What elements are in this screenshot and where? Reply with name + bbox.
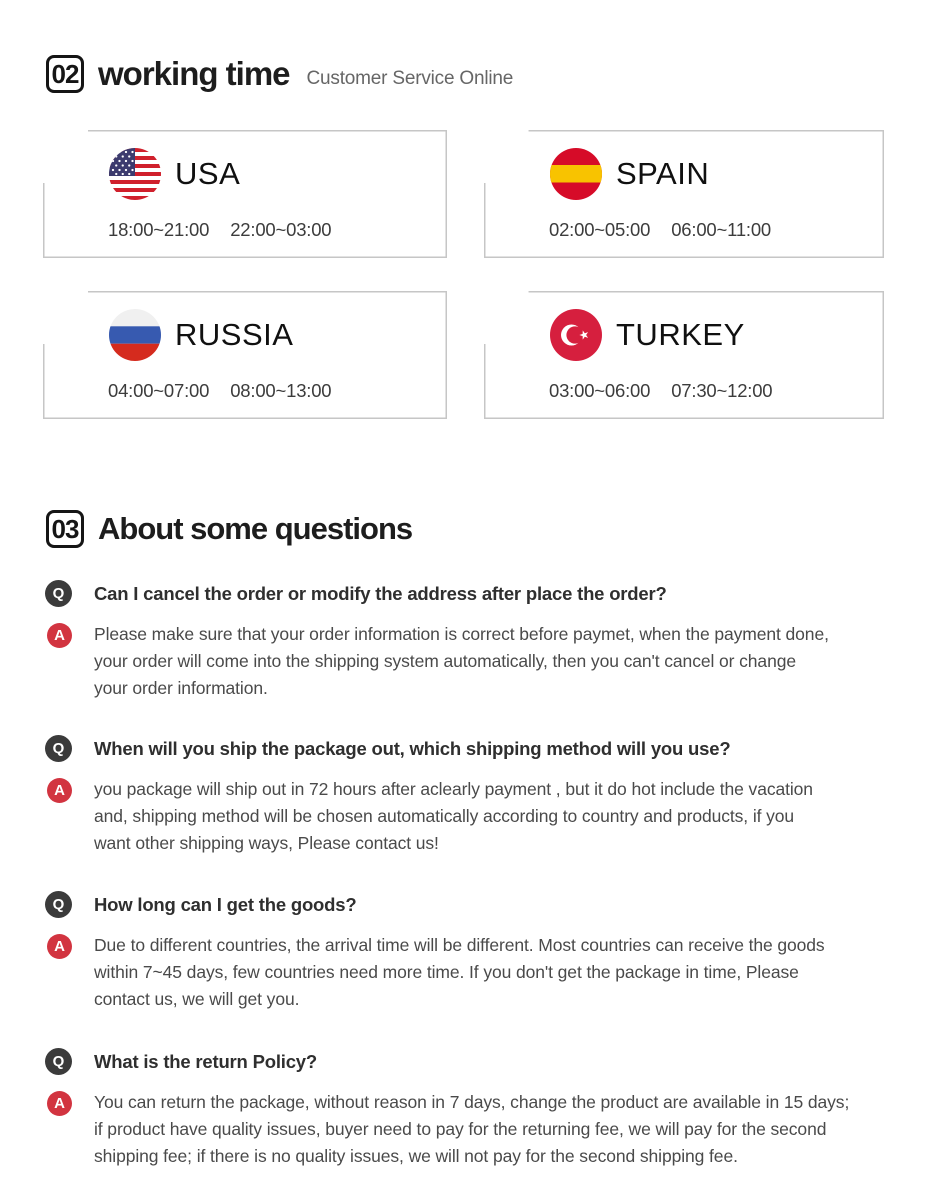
answer-line: and, shipping method will be chosen automatically according to country and products, if you xyxy=(94,806,795,826)
question-row xyxy=(45,891,825,918)
answer-line: Please make sure that your order information is correct before paymet, when the payment done, xyxy=(94,624,829,644)
answer-line: you package will ship out in 72 hours after aclearly payment , but it do hot include the vacation xyxy=(94,779,813,799)
country-card-usa xyxy=(43,130,447,258)
country-name: RUSSIA xyxy=(175,317,294,352)
usa-flag-icon xyxy=(109,148,161,200)
hours-range: 06:00~11:00 xyxy=(671,219,772,240)
answer-row xyxy=(45,621,829,702)
russia-flag-icon xyxy=(109,309,161,361)
working-time-header xyxy=(46,55,513,93)
question-text: When will you ship the package out, which shipping method will you use? xyxy=(94,737,731,759)
qa-item xyxy=(45,891,825,1013)
hours-range: 04:00~07:00 xyxy=(108,380,210,401)
question-text: How long can I get the goods? xyxy=(94,893,357,915)
qa-item xyxy=(45,580,829,702)
section-number-badge: 02 xyxy=(46,55,84,93)
answer-line: contact us, we will get you. xyxy=(94,989,300,1009)
qa-item xyxy=(45,1048,849,1170)
answer-line: your order information. xyxy=(94,678,268,698)
working-hours xyxy=(549,380,772,402)
section-number-badge: 03 xyxy=(46,510,84,548)
answer-text xyxy=(94,932,825,1013)
answer-badge: A xyxy=(47,1091,72,1116)
answer-line: if product have quality issues, buyer need to pay for the returning fee, we will pay for the second xyxy=(94,1119,827,1139)
question-row xyxy=(45,735,813,762)
section-subtitle: Customer Service Online xyxy=(306,67,514,89)
answer-line: your order will come into the shipping system automatically, then you can't cancel or change xyxy=(94,651,796,671)
working-hours xyxy=(108,219,331,241)
question-row xyxy=(45,580,829,607)
country-name: USA xyxy=(175,156,241,191)
country-card-spain xyxy=(484,130,884,258)
turkey-flag-icon xyxy=(550,309,602,361)
answer-badge: A xyxy=(47,934,72,959)
answer-line: want other shipping ways, Please contact us! xyxy=(94,833,439,853)
question-badge: Q xyxy=(45,735,72,762)
answer-line: You can return the package, without reason in 7 days, change the product are available in 15 days; xyxy=(94,1092,850,1112)
section-title: working time xyxy=(98,55,290,92)
answer-row xyxy=(45,1089,849,1170)
working-hours xyxy=(549,219,771,241)
country-card-turkey xyxy=(484,291,884,419)
answer-badge: A xyxy=(47,778,72,803)
country-name: SPAIN xyxy=(616,156,710,191)
question-text: What is the return Policy? xyxy=(94,1050,317,1072)
answer-text xyxy=(94,776,813,857)
question-badge: Q xyxy=(45,1048,72,1075)
answer-badge: A xyxy=(47,623,72,648)
question-row xyxy=(45,1048,849,1075)
qa-item xyxy=(45,735,813,857)
answer-text xyxy=(94,1089,849,1170)
hours-range: 18:00~21:00 xyxy=(108,219,210,240)
question-badge: Q xyxy=(45,580,72,607)
country-card-russia xyxy=(43,291,447,419)
answer-line: shipping fee; if there is no quality issues, we will not pay for the second shipping fee. xyxy=(94,1146,738,1166)
section-title: About some questions xyxy=(98,511,413,546)
hours-range: 03:00~06:00 xyxy=(549,380,651,401)
answer-text xyxy=(94,621,829,702)
country-name: TURKEY xyxy=(616,317,745,352)
working-hours xyxy=(108,380,331,402)
questions-header xyxy=(46,510,412,548)
hours-range: 02:00~05:00 xyxy=(549,219,651,240)
hours-range: 22:00~03:00 xyxy=(230,219,332,240)
spain-flag-icon xyxy=(550,148,602,200)
question-badge: Q xyxy=(45,891,72,918)
hours-range: 08:00~13:00 xyxy=(230,380,332,401)
answer-line: Due to different countries, the arrival time will be different. Most countries can receive the goods xyxy=(94,935,825,955)
answer-line: within 7~45 days, few countries need more time. If you don't get the package in time, Please xyxy=(94,962,799,982)
answer-row xyxy=(45,776,813,857)
question-text: Can I cancel the order or modify the address after place the order? xyxy=(94,582,667,604)
hours-range: 07:30~12:00 xyxy=(671,380,773,401)
answer-row xyxy=(45,932,825,1013)
